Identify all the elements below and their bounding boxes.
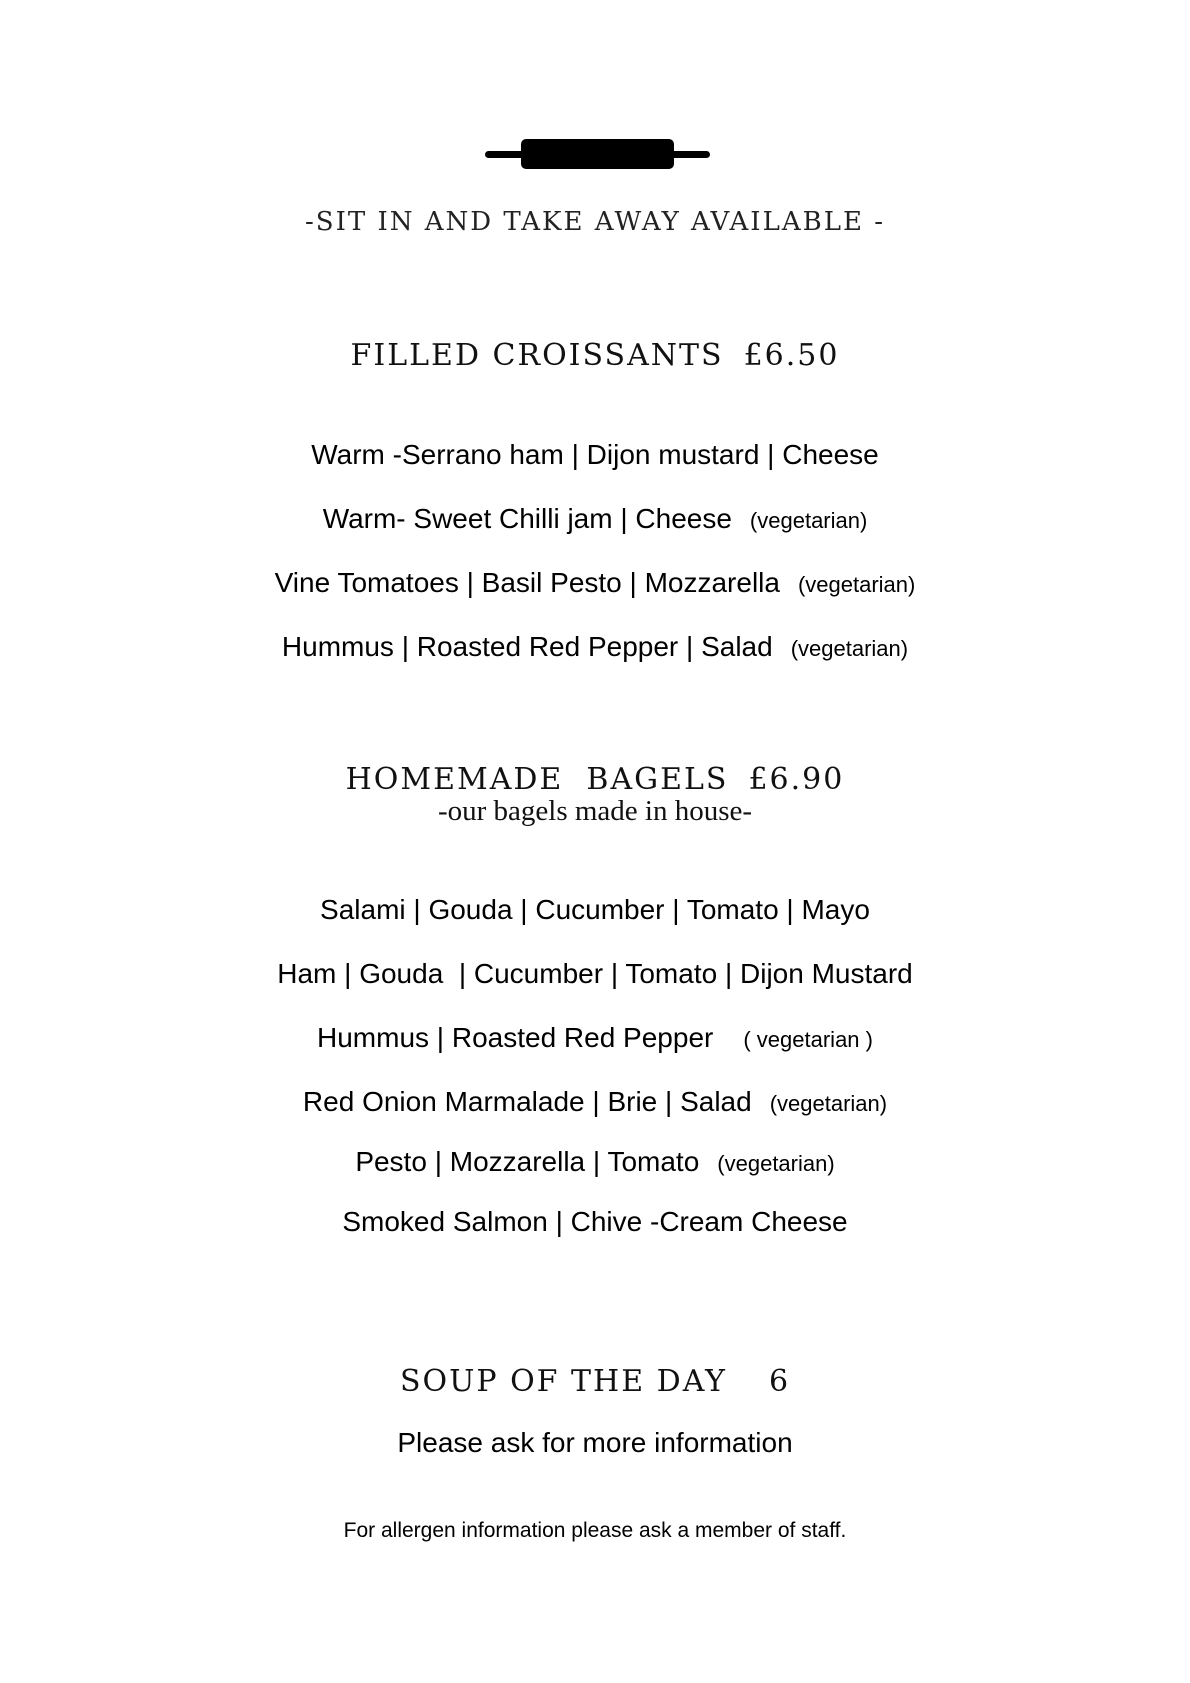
vegetarian-note: (vegetarian) xyxy=(769,1091,888,1116)
menu-item-text: Red Onion Marmalade | Brie | Salad xyxy=(302,1086,752,1117)
soup-price: 6 xyxy=(768,1364,791,1399)
bagel-item-3 xyxy=(0,1022,1190,1054)
bagels-title: HOMEMADE BAGELS xyxy=(345,762,729,797)
soup-title: SOUP OF THE DAY xyxy=(399,1364,727,1399)
bagels-price: £6.90 xyxy=(748,762,845,797)
allergen-notice: For allergen information please ask a member of staff. xyxy=(343,1519,847,1542)
menu-item-text: Hummus | Roasted Red Pepper | Salad xyxy=(281,631,773,662)
vegetarian-note: (vegetarian) xyxy=(790,636,909,661)
vegetarian-note: ( vegetarian ) xyxy=(743,1027,873,1052)
menu-item-text: Hummus | Roasted Red Pepper xyxy=(317,1022,714,1053)
croissant-item-3 xyxy=(0,567,1190,599)
bagel-item-2 xyxy=(0,958,1190,990)
bagel-item-1 xyxy=(0,894,1190,926)
menu-item-text: Ham | Gouda | Cucumber | Tomato | Dijon Mustard xyxy=(277,958,913,989)
soup-heading xyxy=(0,1364,1190,1399)
menu-item-text: Smoked Salmon | Chive -Cream Cheese xyxy=(342,1206,848,1237)
bagel-item-6 xyxy=(0,1206,1190,1238)
bagel-item-4 xyxy=(0,1086,1190,1118)
croissants-heading xyxy=(0,338,1190,373)
menu-item-text: Pesto | Mozzarella | Tomato xyxy=(355,1146,700,1177)
menu-item-text: Salami | Gouda | Cucumber | Tomato | Mayo xyxy=(320,894,870,925)
croissants-title: FILLED CROISSANTS xyxy=(350,338,724,373)
croissants-price: £6.50 xyxy=(743,338,840,373)
bagels-subtitle: -our bagels made in house- xyxy=(437,795,753,827)
bagel-item-5 xyxy=(0,1146,1190,1178)
vegetarian-note: (vegetarian) xyxy=(717,1151,835,1176)
vegetarian-note: (vegetarian) xyxy=(797,572,916,597)
croissant-item-2 xyxy=(0,503,1190,535)
croissant-item-1 xyxy=(0,439,1190,471)
croissant-item-4 xyxy=(0,631,1190,663)
menu-item-text: Warm -Serrano ham | Dijon mustard | Cheese xyxy=(311,439,879,470)
tagline: -SIT IN AND TAKE AWAY AVAILABLE - xyxy=(304,207,886,237)
vegetarian-note: (vegetarian) xyxy=(749,508,868,533)
soup-info: Please ask for more information xyxy=(397,1427,793,1458)
menu-item-text: Warm- Sweet Chilli jam | Cheese xyxy=(322,503,732,534)
rolling-pin-icon xyxy=(485,137,710,171)
menu-item-text: Vine Tomatoes | Basil Pesto | Mozzarella xyxy=(274,567,780,598)
bagels-heading xyxy=(0,762,1190,797)
